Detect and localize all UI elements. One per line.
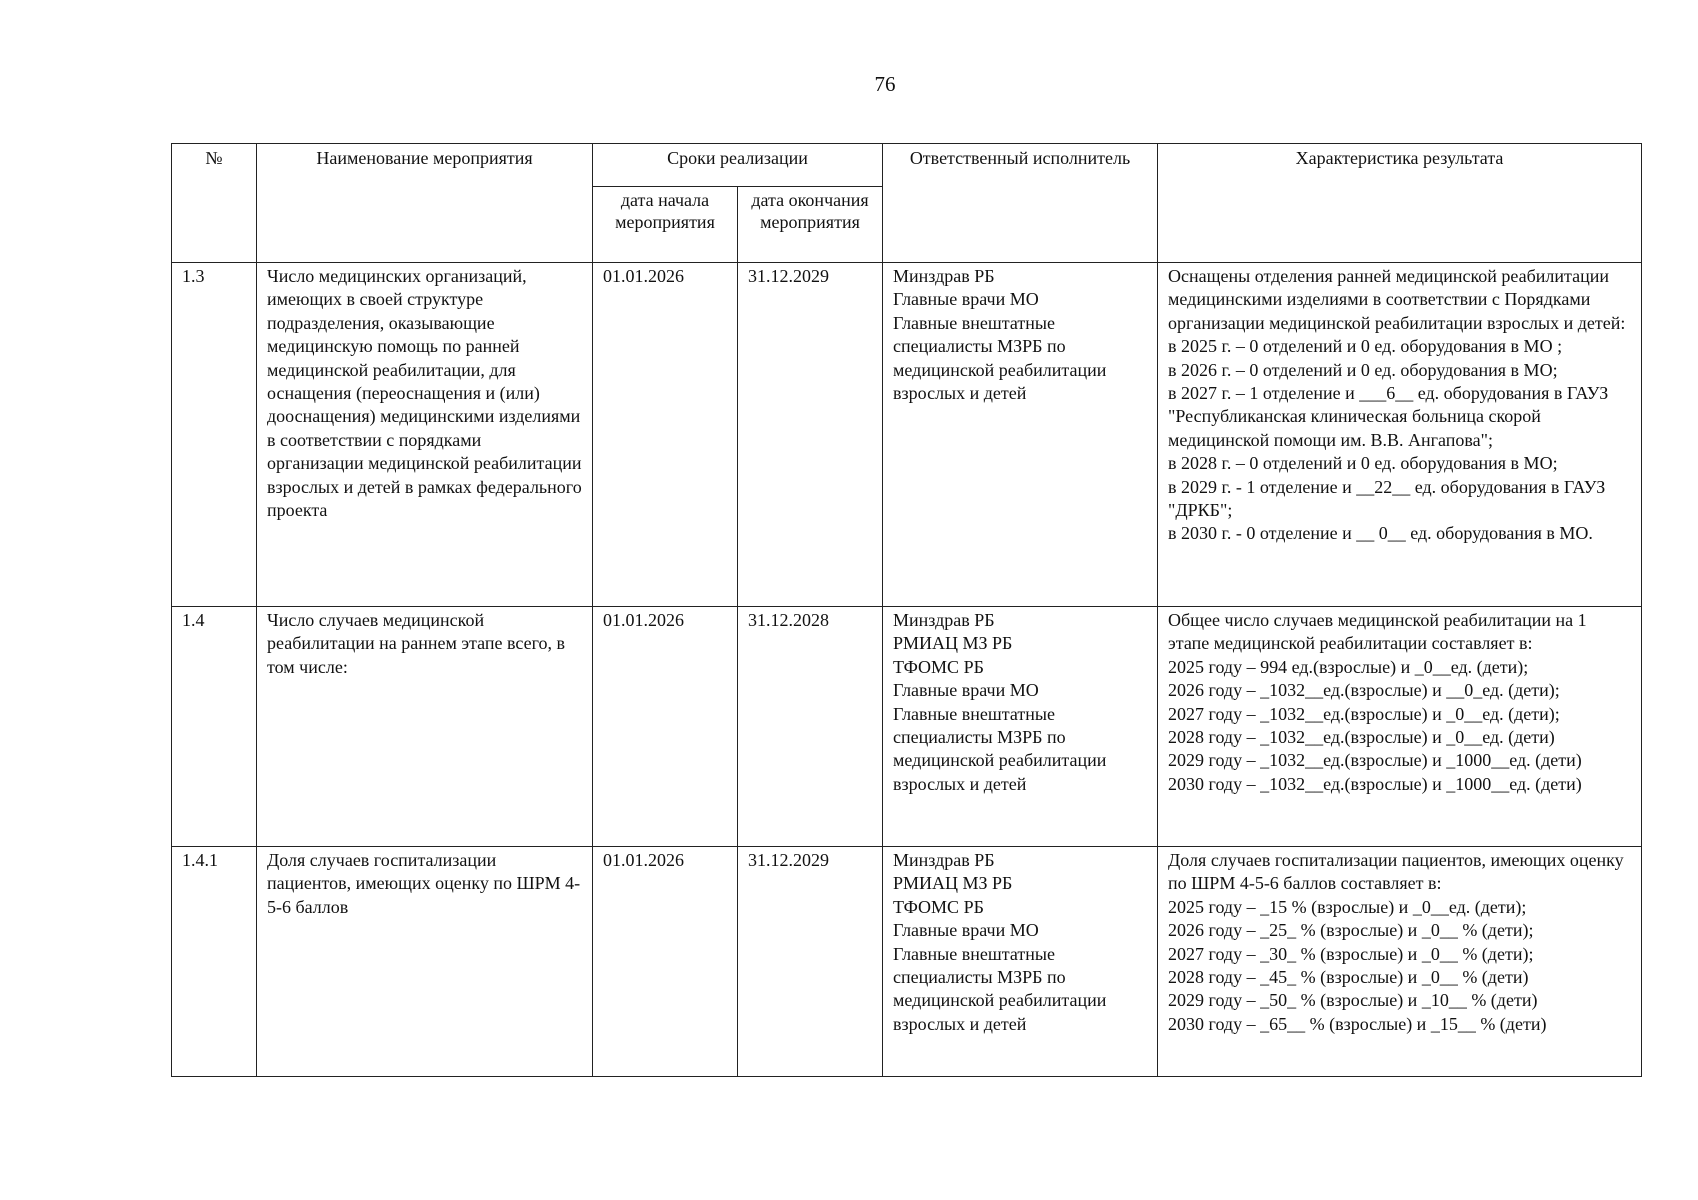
page-number: 76 [874,72,896,96]
result-line: 2030 году – _65__ % (взрослые) и _15__ % (дети) [1168,1013,1547,1034]
row-start-date: 01.01.2026 [593,607,738,847]
row-start-date: 01.01.2026 [593,847,738,1077]
result-line: Доля случаев госпитализации пациентов, имеющих оценку по ШРМ 4-5-6 баллов составляет в: [1168,850,1629,894]
table-row [172,847,1642,1077]
header-executor: Ответственный исполнитель [883,144,1158,263]
row-end-date: 31.12.2029 [738,847,883,1077]
row-result [1158,263,1642,607]
header-end-date: дата окончания мероприятия [738,187,883,263]
row-result [1158,607,1642,847]
result-line: 2026 году – _1032__ед.(взрослые) и __0_ед. (дети); [1168,680,1560,701]
result-line: 2027 году – _30_ % (взрослые) и _0__ % (дети); [1168,943,1534,964]
result-line: 2028 году – _45_ % (взрослые) и _0__ % (дети) [1168,967,1529,988]
executor-line: Минздрав РБ [893,850,995,870]
result-line: в 2029 г. - 1 отделение и __22__ ед. оборудования в ГАУЗ "ДРКБ"; [1168,476,1610,521]
result-line: 2029 году – _50_ % (взрослые) и _10__ % (дети) [1168,990,1538,1011]
result-line: 2028 году – _1032__ед.(взрослые) и _0__ед. (дети) [1168,727,1555,748]
measures-table [171,143,1642,1077]
row-end-date: 31.12.2028 [738,607,883,847]
row-name: Доля случаев госпитализации пациентов, имеющих оценку по ШРМ 4-5-6 баллов [257,847,593,1077]
executor-line: Минздрав РБ [893,266,995,286]
executor-line: Главные внештатные специалисты МЗРБ по медицинской реабилитации взрослых и детей [893,943,1111,1034]
executor-line: Главные врачи МО [893,920,1039,941]
row-result [1158,847,1642,1077]
executor-line: Главные внештатные специалисты МЗРБ по медицинской реабилитации взрослых и детей [893,703,1111,794]
header-start-date: дата начала мероприятия [593,187,738,263]
row-number: 1.4 [172,607,257,847]
result-line: 2026 году – _25_ % (взрослые) и _0__ % (дети); [1168,920,1534,941]
header-number: № [172,144,257,263]
result-line: в 2028 г. – 0 отделений и 0 ед. оборудования в МО; [1168,453,1558,474]
result-line: Оснащены отделения ранней медицинской реабилитации медицинскими изделиями в соответствии с Порядками организации медицинской реабилитации взрослых и детей: [1168,266,1626,333]
table-row [172,263,1642,607]
result-line: 2027 году – _1032__ед.(взрослые) и _0__ед. (дети); [1168,703,1560,724]
header-result: Характеристика результата [1158,144,1642,263]
executor-line: РМИАЦ МЗ РБ [893,873,1013,894]
executor-line: Главные врачи МО [893,289,1039,310]
row-number: 1.3 [172,263,257,607]
result-line: 2025 году – 994 ед.(взрослые) и _0__ед. (дети); [1168,656,1529,677]
executor-line: РМИАЦ МЗ РБ [893,633,1013,654]
row-start-date: 01.01.2026 [593,263,738,607]
executor-line: Главные врачи МО [893,680,1039,701]
row-executor [883,263,1158,607]
row-end-date: 31.12.2029 [738,263,883,607]
row-executor [883,847,1158,1077]
row-executor [883,607,1158,847]
row-number: 1.4.1 [172,847,257,1077]
row-name: Число случаев медицинской реабилитации на раннем этапе всего, в том числе: [257,607,593,847]
executor-line: Главные внештатные специалисты МЗРБ по медицинской реабилитации взрослых и детей [893,312,1111,404]
result-line: в 2027 г. – 1 отделение и ___6__ ед. оборудования в ГАУЗ "Республиканская клиническая больница скорой медицинской помощи им. В.В. Ангапова"; [1168,383,1613,450]
executor-line: ТФОМС РБ [893,896,984,917]
result-line: 2030 году – _1032__ед.(взрослые) и _1000__ед. (дети) [1168,773,1582,794]
header-name: Наименование мероприятия [257,144,593,263]
result-line: 2029 году – _1032__ед.(взрослые) и _1000__ед. (дети) [1168,750,1582,771]
result-line: 2025 году – _15 % (взрослые) и _0__ед. (дети); [1168,896,1527,917]
result-line: в 2025 г. – 0 отделений и 0 ед. оборудования в МО ; [1168,336,1563,357]
executor-line: Минздрав РБ [893,610,995,630]
result-line: Общее число случаев медицинской реабилитации на 1 этапе медицинской реабилитации составляет в: [1168,610,1592,654]
header-period: Сроки реализации [593,144,883,187]
executor-line: ТФОМС РБ [893,656,984,677]
result-line: в 2026 г. – 0 отделений и 0 ед. оборудования в МО; [1168,359,1558,380]
result-line: в 2030 г. - 0 отделение и __ 0__ ед. оборудования в МО. [1168,523,1593,544]
row-name: Число медицинских организаций, имеющих в своей структуре подразделения, оказывающие медицинскую помощь по ранней медицинской реабилитации, для оснащения (переоснащения и (или) дооснащения) медицинскими изделиями в соответствии с порядками организации медицинской реабилитации взрослых и детей в рамках федерального проекта [257,263,593,607]
table-row [172,607,1642,847]
